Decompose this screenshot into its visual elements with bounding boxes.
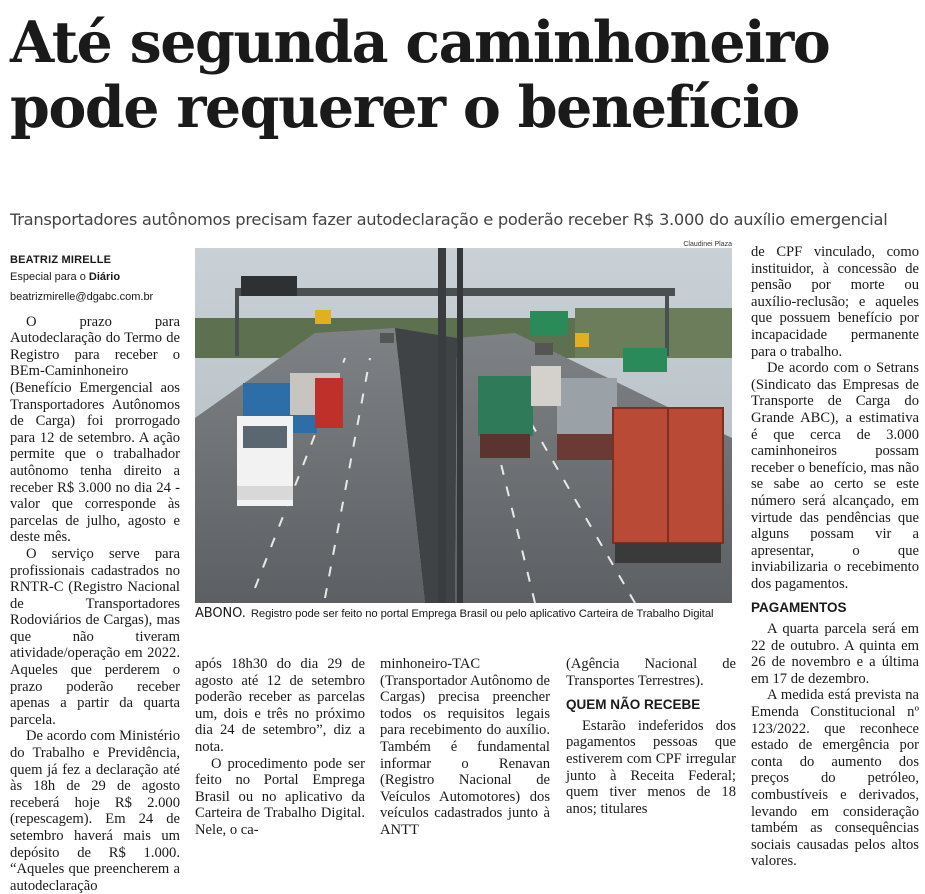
paragraph: De acordo com o Setrans (Sindicato das Empresas de Transporte de Carga do Grande ABC), a estimativa é que cerca de 3.000 caminhoneiros possam receber o benefício, mas não se sabe ao certo se este número será alcançado, em virtude das pendências que alguns possam vir a apresentar, o que inviabilizaria o recebimento dos pagamentos. xyxy=(751,360,919,592)
paragraph: A medida está prevista na Emenda Constitucional nº 123/2022. que reconhece estado de emergência por conta do aumento dos preços do petróleo, combustíveis e derivados, levando em consideração também as consequências sociais causadas pelos altos valores. xyxy=(751,687,919,870)
byline-author: BEATRIZ MIRELLE xyxy=(10,254,112,266)
caption-label: ABONO. xyxy=(195,606,246,621)
paragraph: O prazo para Autodeclaração do Termo de Registro para receber o BEm-Caminhoneiro (Benefício Emergencial aos Transportadores Autônomos de Carga) foi prorrogado para 12 de setembro. A ação permite que o trabalhador autônomo tenha direito a receber R$ 3.000 no dia 24 - valor que corresponde às parcelas de julho, agosto e deste mês. xyxy=(10,313,180,546)
paragraph: (Agência Nacional de Transportes Terrestres). xyxy=(566,656,736,689)
article-column-5 xyxy=(751,244,919,870)
paragraph: O serviço serve para profissionais cadastrados no RNTR-C (Registro Nacional de Transportadores Rodoviários de Cargas), mas que não tiveram atividade/operação em 2022. Aqueles que perderem o prazo poderão receber apenas a partir da quarta parcela. xyxy=(10,545,180,728)
paragraph: minhoneiro-TAC (Transportador Autônomo de Cargas) precisa preencher todos os requisitos legais para recebimento do auxílio. Também é fundamental informar o Renavan (Registro Nacional de Veículos Automotores) dos veículos cadastrados junto à ANTT xyxy=(380,656,550,838)
byline-email[interactable]: beatrizmirelle@dgabc.com.br xyxy=(10,290,154,303)
paragraph: A quarta parcela será em 22 de outubro. A quinta em 26 de novembro e a última em 17 de dezembro. xyxy=(751,621,919,687)
paragraph: de CPF vinculado, como instituidor, à concessão de pensão por morte ou auxílio-reclusão; e aqueles que possuem benefício por incapacidade permanente para o trabalho. xyxy=(751,244,919,360)
article-column-2 xyxy=(195,656,365,839)
headline-line-2: pode requerer o benefício xyxy=(10,74,799,141)
headline-line-1: Até segunda caminhoneiro xyxy=(10,9,830,76)
article-column-3 xyxy=(380,656,550,839)
paragraph: após 18h30 do dia 29 de agosto até 12 de setembro poderão receber as parcelas um, dois e três no próximo dia 24 de setembro”, diz a nota. xyxy=(195,656,365,755)
section-heading: QUEM NÃO RECEBE xyxy=(566,697,701,713)
photo-illustration xyxy=(195,248,732,603)
paragraph: O procedimento pode ser feito no Portal Emprega Brasil ou no aplicativo da Carteira de Trabalho Digital. Nele, o ca- xyxy=(195,755,365,838)
photo-credit: Claudinei Plaza xyxy=(683,241,732,248)
article-column-1 xyxy=(10,252,180,894)
subheadline: Transportadores autônomos precisam fazer autodeclaração e poderão receber R$ 3.000 do auxílio emergencial xyxy=(10,210,888,229)
paragraph: De acordo com Ministério do Trabalho e Previdência, quem já fez a declaração até às 18h de 29 de agosto receberá hoje R$ 2.000 (repescagem). Em 24 de setembro haverá mais um depósito de R$ 1.000. “Aqueles que preencherem a autodeclaração xyxy=(10,728,180,894)
photo-caption xyxy=(195,606,740,621)
section-heading: PAGAMENTOS xyxy=(751,600,847,616)
highway-trucks-photo xyxy=(195,248,732,603)
caption-text: Registro pode ser feito no portal Emprega Brasil ou pelo aplicativo Carteira de Trabalho Digital xyxy=(250,608,714,620)
headline xyxy=(10,10,915,140)
article-column-4 xyxy=(566,656,736,817)
byline-newspaper: Diário xyxy=(88,270,121,283)
byline-role: Especial para o Diário xyxy=(10,270,121,283)
paragraph: Estarão indeferidos dos pagamentos pessoas que estiverem com CPF irregular junto à Receita Federal; quem tiver menos de 18 anos; titulares xyxy=(566,717,736,817)
